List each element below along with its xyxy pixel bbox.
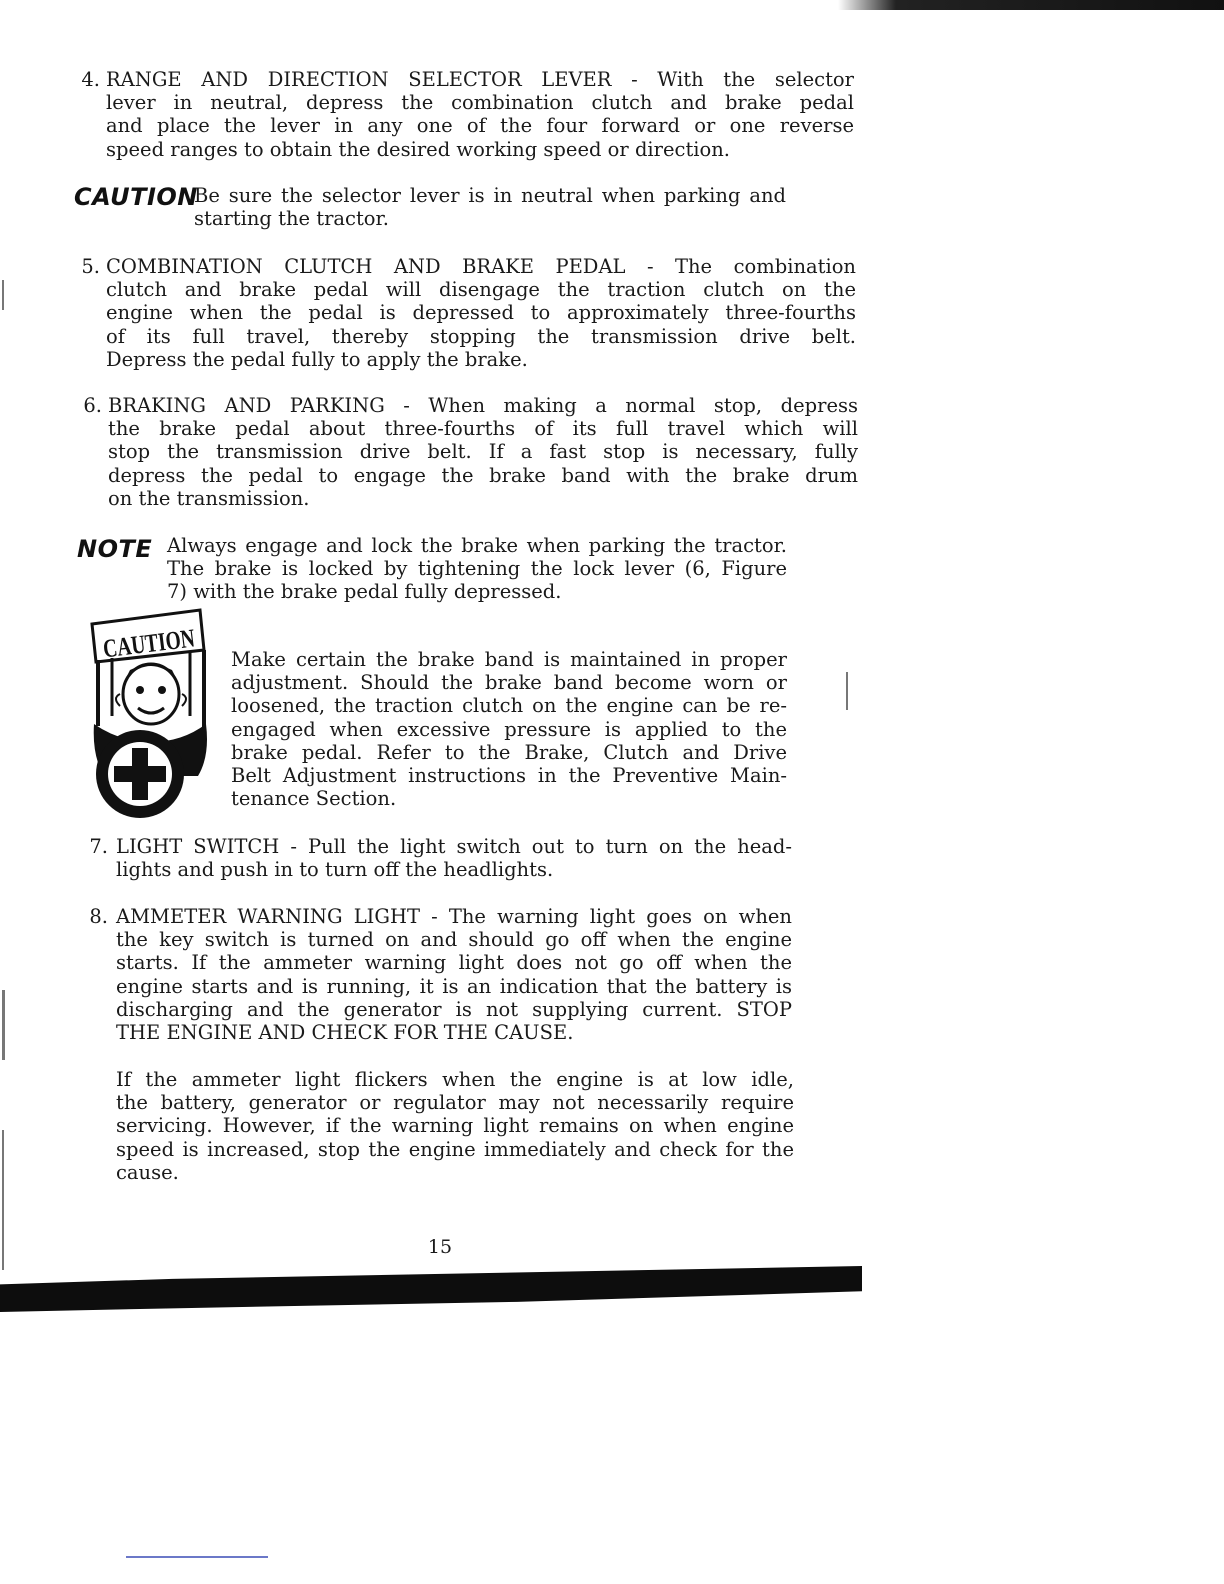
- caution-sign-text: CAUTION: [101, 619, 227, 664]
- text-line: the battery, generator or regulator may not necessarily require: [116, 1091, 794, 1115]
- text-line: speed is increased, stop the engine immediately and check for the: [116, 1137, 794, 1161]
- text-line: engine starts and is running, it is an indication that the battery is: [116, 974, 792, 998]
- text-line: adjustment. Should the brake band become worn or: [231, 671, 787, 695]
- caution-tag: CAUTION: [74, 183, 198, 211]
- text-line: engaged when excessive pressure is applied to the: [231, 717, 787, 741]
- text-line: the key switch is turned on and should go off when the engine: [116, 928, 792, 952]
- scan-band-top: [838, 0, 1224, 10]
- page-number: 15: [427, 1236, 453, 1258]
- text-line: LIGHT SWITCH - Pull the light switch out to turn on the head-: [116, 835, 792, 858]
- text-line: Always engage and lock the brake when parking the tractor.: [167, 534, 787, 557]
- text-line: Depress the pedal fully to apply the brake.: [106, 347, 528, 371]
- text-line: brake pedal. Refer to the Brake, Clutch and Drive: [231, 740, 787, 764]
- item-number: 4.: [81, 68, 100, 91]
- item-number: 7.: [89, 835, 108, 858]
- text-line: speed ranges to obtain the desired working speed or direction.: [106, 137, 731, 161]
- text-line: starting the tractor.: [194, 207, 389, 231]
- text-line: RANGE AND DIRECTION SELECTOR LEVER - With the selector: [106, 68, 854, 91]
- text-line: lights and push in to turn off the headlights.: [116, 858, 554, 882]
- scan-edge-mark: [846, 672, 848, 710]
- item-number: 8.: [89, 905, 108, 928]
- mascot-face-icon: [116, 664, 186, 724]
- caution-2-text: [231, 648, 787, 810]
- text-line: servicing. However, if the warning light remains on when engine: [116, 1114, 794, 1138]
- text-line: depress the pedal to engage the brake band with the brake drum: [108, 463, 858, 487]
- text-line: Make certain the brake band is maintained in proper: [231, 648, 787, 671]
- caution-mascot-illustration: [82, 606, 227, 824]
- scan-edge-mark: [2, 990, 5, 1060]
- scan-band-bottom: [0, 1266, 862, 1312]
- item-body: [116, 835, 792, 881]
- text-line: and place the lever in any one of the four forward or one reverse: [106, 114, 854, 138]
- text-line: AMMETER WARNING LIGHT - The warning light goes on when: [116, 905, 792, 928]
- item-number: 6.: [83, 394, 102, 417]
- text-line: BRAKING AND PARKING - When making a normal stop, depress: [108, 394, 858, 417]
- text-line: If the ammeter light flickers when the engine is at low idle,: [116, 1068, 794, 1091]
- scan-edge-mark: [2, 280, 4, 310]
- text-line: starts. If the ammeter warning light does not go off when the: [116, 951, 792, 975]
- first-aid-cross-icon: [96, 730, 184, 818]
- item-body: [116, 905, 792, 1044]
- text-line: clutch and brake pedal will disengage the traction clutch on the: [106, 278, 856, 302]
- item-number: 5.: [81, 255, 100, 278]
- text-line: cause.: [116, 1160, 179, 1184]
- text-line: The brake is locked by tightening the lock lever (6, Figure: [167, 557, 787, 581]
- text-line: on the transmission.: [108, 486, 310, 510]
- text-line: THE ENGINE AND CHECK FOR THE CAUSE.: [116, 1021, 574, 1045]
- text-line: stop the transmission drive belt. If a fast stop is necessary, fully: [108, 440, 858, 464]
- text-line: lever in neutral, depress the combination clutch and brake pedal: [106, 91, 854, 115]
- text-line: COMBINATION CLUTCH AND BRAKE PEDAL - The combination: [106, 255, 856, 278]
- caution-sign-icon: [92, 610, 227, 664]
- underline-mark: [126, 1556, 268, 1558]
- note-text: [167, 534, 787, 604]
- item-body: [108, 394, 858, 510]
- text-line: of its full travel, thereby stopping the transmission drive belt.: [106, 324, 856, 348]
- note-tag: NOTE: [77, 535, 153, 563]
- caution-1-text: [194, 184, 786, 230]
- text-line: loosened, the traction clutch on the engine can be re-: [231, 694, 787, 718]
- text-line: tenance Section.: [231, 787, 397, 811]
- text-line: engine when the pedal is depressed to approximately three-fourths: [106, 301, 856, 325]
- text-line: Be sure the selector lever is in neutral when parking and: [194, 184, 786, 207]
- item-body: [106, 68, 854, 161]
- ammeter-followup-paragraph: [116, 1068, 794, 1184]
- text-line: discharging and the generator is not supplying current. STOP: [116, 997, 792, 1021]
- text-line: 7) with the brake pedal fully depressed.: [167, 580, 562, 604]
- text-line: Belt Adjustment instructions in the Preventive Main-: [231, 764, 787, 788]
- item-body: [106, 255, 856, 371]
- text-line: the brake pedal about three-fourths of its full travel which will: [108, 417, 858, 441]
